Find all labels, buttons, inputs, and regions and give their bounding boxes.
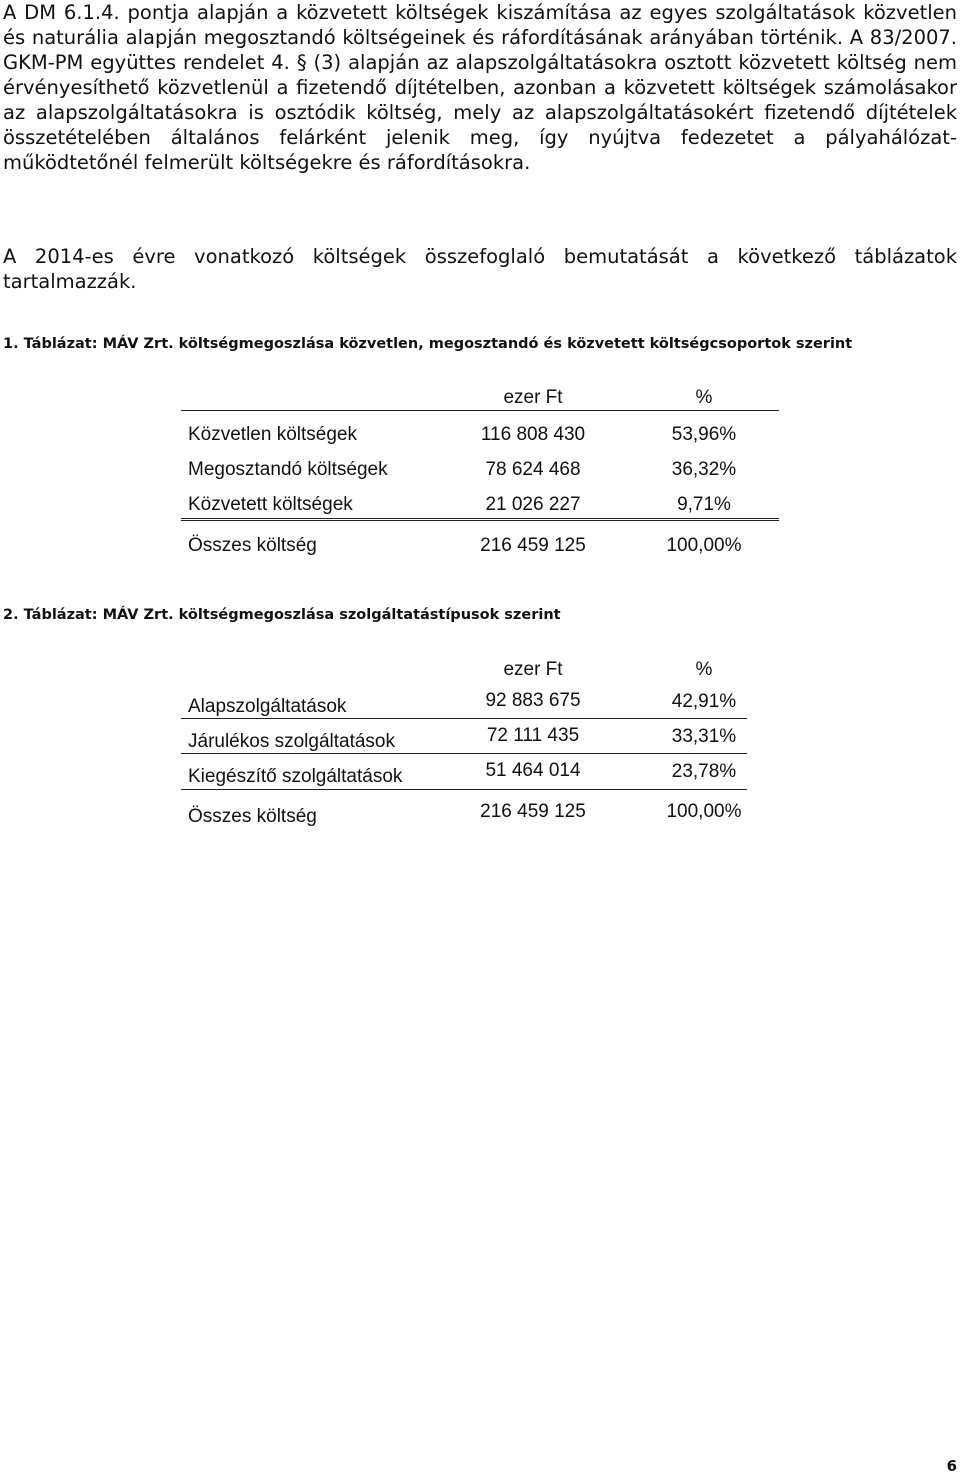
table2-header-amount: ezer Ft: [503, 659, 563, 680]
table1-row-percent: 53,96%: [671, 424, 737, 445]
table2-row-label: Járulékos szolgáltatások: [188, 731, 395, 752]
table2-row-amount: 72 111 435: [486, 725, 580, 746]
table2-row-percent: 33,31%: [671, 726, 737, 747]
table2-total-label: Összes költség: [188, 806, 317, 827]
page-number: 6: [946, 1457, 957, 1475]
table2-row-amount: 92 883 675: [485, 690, 581, 711]
table2-row-label: Kiegészítő szolgáltatások: [188, 766, 403, 787]
table1-total-rule: [181, 518, 779, 521]
table1-row-percent: 36,32%: [671, 459, 737, 480]
table2-caption: 2. Táblázat: MÁV Zrt. költségmegoszlása szolgáltatástípusok szerint: [3, 607, 561, 623]
table2-total-rule: [181, 789, 747, 790]
table1-total-label: Összes költség: [188, 535, 317, 556]
table1-row-label: Megosztandó költségek: [188, 459, 388, 480]
table1-row-label: Közvetlen költségek: [188, 424, 357, 445]
summary-paragraph: A 2014-es évre vonatkozó költségek összefoglaló bemutatását a következő táblázatok tartalmazzák.: [3, 245, 957, 293]
table1-header-amount: ezer Ft: [503, 387, 563, 408]
table2-row-rule: [181, 718, 747, 719]
table2-header-percent: %: [695, 659, 713, 680]
table2-row-percent: 42,91%: [671, 691, 737, 712]
table2-row-amount: 51 464 014: [485, 760, 581, 781]
table1-total-amount: 216 459 125: [480, 535, 586, 556]
table2-row-percent: 23,78%: [671, 761, 737, 782]
table2-row-rule: [181, 753, 747, 754]
table1-row-label: Közvetett költségek: [188, 494, 353, 515]
table1-total-percent: 100,00%: [666, 535, 742, 556]
table1-row-amount: 21 026 227: [485, 494, 581, 515]
table1-header-rule: [181, 410, 779, 411]
table1-row-percent: 9,71%: [677, 494, 731, 515]
table1-header-percent: %: [695, 387, 713, 408]
table2-total-amount: 216 459 125: [480, 801, 586, 822]
table1-caption: 1. Táblázat: MÁV Zrt. költségmegoszlása közvetlen, megosztandó és közvetett költségcsoportok szerint: [3, 336, 853, 352]
table2-row-label: Alapszolgáltatások: [188, 696, 347, 717]
table1-row-amount: 116 808 430: [480, 424, 586, 445]
table1-row-amount: 78 624 468: [485, 459, 581, 480]
table2-total-percent: 100,00%: [666, 801, 742, 822]
intro-paragraph: A DM 6.1.4. pontja alapján a közvetett költségek kiszámítása az egyes szolgáltatások közvetlen és naturália alapján megosztandó költségeinek és ráfordításának arányában történik. A 83/2007. GKM-PM együttes rendelet 4. § (3) alapján az alapszolgáltatásokra osztott közvetett költség nem érvényesíthető közvetlenül a fizetendő díjtételben, azonban a közvetett költségek számolásakor az alapszolgáltatásokra is osztódik költség, mely az alapszolgáltatásokért fizetendő díjtételek összetételében általános felárként jelenik meg, így nyújtva fedezetet a pályahálózat-működtetőnél felmerült költségekre és ráfordításokra.: [3, 1, 957, 174]
